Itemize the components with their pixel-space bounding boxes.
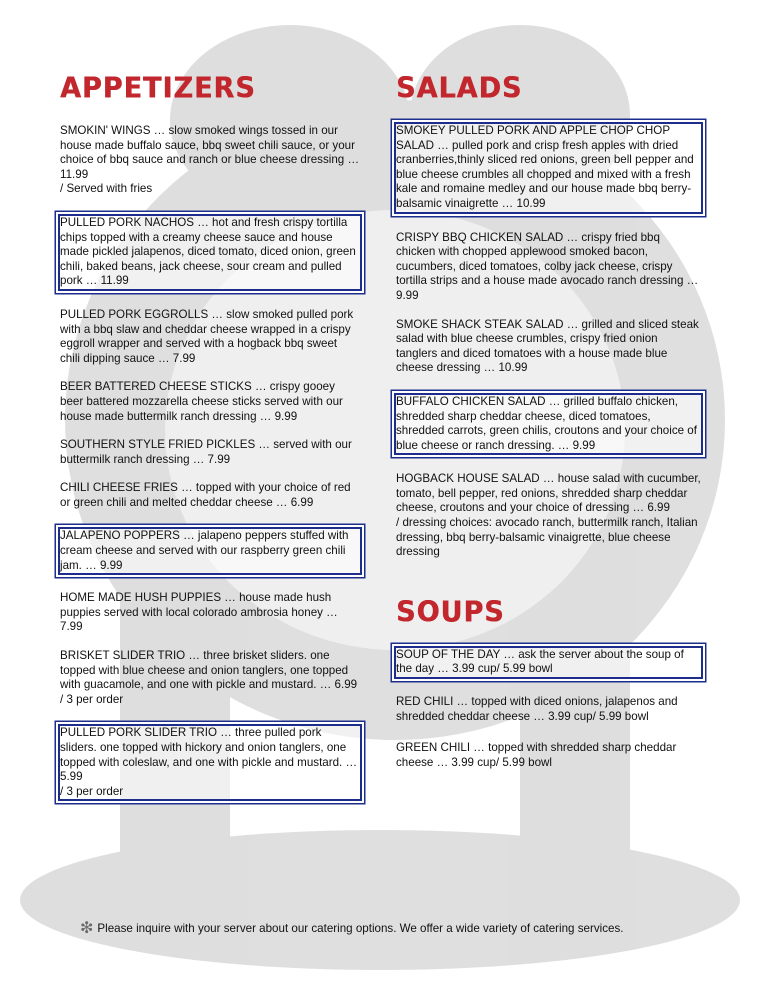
menu-item-jalapeno-poppers — [60, 529, 360, 573]
menu-item-text: PULLED PORK NACHOS … hot and fresh crispy tortilla chips topped with a creamy cheese sauce and house made pickled jalapenos, diced tomato, diced onion, green chili, baked beans, jack cheese, sour cream and pulled pork … 11.99 — [60, 215, 356, 288]
menu-item-text: BUFFALO CHICKEN SALAD … grilled buffalo chicken, shredded sharp cheddar cheese, diced tomatoes, shredded carrots, green chilis, croutons and your choice of blue cheese or ranch dressing. … 9.99 — [396, 394, 697, 452]
menu-item-note: / dressing choices: avocado ranch, buttermilk ranch, Italian dressing, bbq berry-balsamic vinaigrette, blue cheese dressing — [396, 516, 698, 559]
menu-item-text: HOME MADE HUSH PUPPIES … house made hush puppies served with local colorado ambrosia honey … 7.99 — [60, 591, 338, 634]
menu-item-soup-of-the-day — [396, 648, 701, 677]
appetizers-column — [60, 70, 360, 799]
menu-item-text: RED CHILI … topped with diced onions, jalapenos and shredded cheddar cheese … 3.99 cup/ 5.99 bowl — [396, 695, 678, 723]
appetizers-heading: APPETIZERS — [60, 72, 256, 105]
asterisk-flower-icon: ❇ — [80, 920, 94, 937]
menu-item-green-chili — [396, 741, 701, 770]
menu-item-brisket-slider-trio — [60, 649, 360, 707]
menu-item-text: JALAPENO POPPERS … jalapeno peppers stuffed with cream cheese and served with our raspberry green chili jam. … 9.99 — [60, 529, 349, 572]
menu-item-cheese-sticks — [60, 380, 360, 424]
soups-heading: SOUPS — [396, 595, 505, 629]
menu-item-chili-cheese-fries — [60, 481, 360, 510]
salads-soups-column — [396, 70, 701, 770]
menu-item-pulled-pork-eggrolls — [60, 308, 360, 366]
catering-note: Please inquire with your server about our catering options. We offer a wide variety of catering services. — [97, 922, 624, 935]
menu-item-text: HOGBACK HOUSE SALAD … house salad with cucumber, tomato, bell pepper, red onions, shredded sharp cheddar cheese, croutons and your choice of dressing … 6.99 — [396, 472, 701, 515]
menu-item-chop-chop-salad — [396, 124, 701, 212]
menu-item-smokin-wings — [60, 124, 360, 197]
menu-item-text: CRISPY BBQ CHICKEN SALAD … crispy fried bbq chicken with chopped applewood smoked bacon, cucumbers, diced tomatoes, colby jack cheese, crispy tortilla strips and a house made avocado ranch dressing … 9.99 — [396, 230, 699, 302]
menu-item-text: SMOKIN' WINGS … slow smoked wings tossed in our house made buffalo sauce, bbq sweet chili sauce, or your choice of bbq sauce and ranch or blue cheese dressing … 11.99 — [60, 124, 360, 181]
menu-item-text: SOUP OF THE DAY … ask the server about the soup of the day … 3.99 cup/ 5.99 bowl — [396, 647, 684, 676]
menu-item-text: SOUTHERN STYLE FRIED PICKLES … served with our buttermilk ranch dressing … 7.99 — [60, 438, 352, 466]
menu-item-text: PULLED PORK EGGROLLS … slow smoked pulled pork with a bbq slaw and cheddar cheese wrapped in a crispy eggroll wrapper and served with a hogback bbq sweet chili dipping sauce … 7.99 — [60, 307, 354, 365]
menu-item-text: BEER BATTERED CHEESE STICKS … crispy gooey beer battered mozzarella cheese sticks served with our house made buttermilk ranch dressing … 9.99 — [60, 380, 343, 423]
menu-item-text: SMOKE SHACK STEAK SALAD … grilled and sliced steak salad with blue cheese crumbles, crispy fried onion tanglers and diced tomatoes with a house made blue cheese dressing … 10.99 — [396, 317, 699, 375]
menu-item-text: CHILI CHEESE FRIES … topped with your choice of red or green chili and melted cheddar cheese … 6.99 — [60, 481, 351, 509]
menu-item-steak-salad — [396, 318, 701, 376]
menu-item-text: PULLED PORK SLIDER TRIO … three pulled pork sliders. one topped with hickory and onion tanglers, one topped with coleslaw, and one with pickle and mustard. … 5.99 — [60, 726, 358, 784]
menu-item-text: SMOKEY PULLED PORK AND APPLE CHOP CHOP SALAD … pulled pork and crisp fresh apples with dried cranberries,thinly sliced red onions, green bell pepper and blue cheese crumbles all chopped and mixed with a fresh kale and romaine medley and our house made bbq berry-balsamic vinaigrette … 10.99 — [396, 124, 694, 210]
menu-item-fried-pickles — [60, 438, 360, 467]
menu-item-house-salad — [396, 472, 701, 560]
menu-item-hush-puppies — [60, 591, 360, 635]
salads-heading: SALADS — [396, 72, 523, 105]
menu-item-pulled-pork-slider-trio — [60, 726, 360, 799]
menu-item-red-chili — [396, 695, 701, 724]
menu-item-note: / 3 per order — [60, 784, 124, 798]
menu-item-note: / Served with fries — [60, 182, 153, 196]
menu-item-text: BRISKET SLIDER TRIO … three brisket sliders. one topped with blue cheese and onion tanglers, one topped with guacamole, and one with pickle and mustard. … 6.99 — [60, 649, 358, 692]
menu-item-note: / 3 per order — [60, 692, 124, 706]
menu-item-pulled-pork-nachos — [60, 216, 360, 289]
menu-item-buffalo-chicken-salad — [396, 395, 701, 453]
menu-item-text: GREEN CHILI … topped with shredded sharp cheddar cheese … 3.99 cup/ 5.99 bowl — [396, 741, 677, 769]
catering-footer — [80, 918, 720, 938]
menu-item-bbq-chicken-salad — [396, 231, 701, 304]
